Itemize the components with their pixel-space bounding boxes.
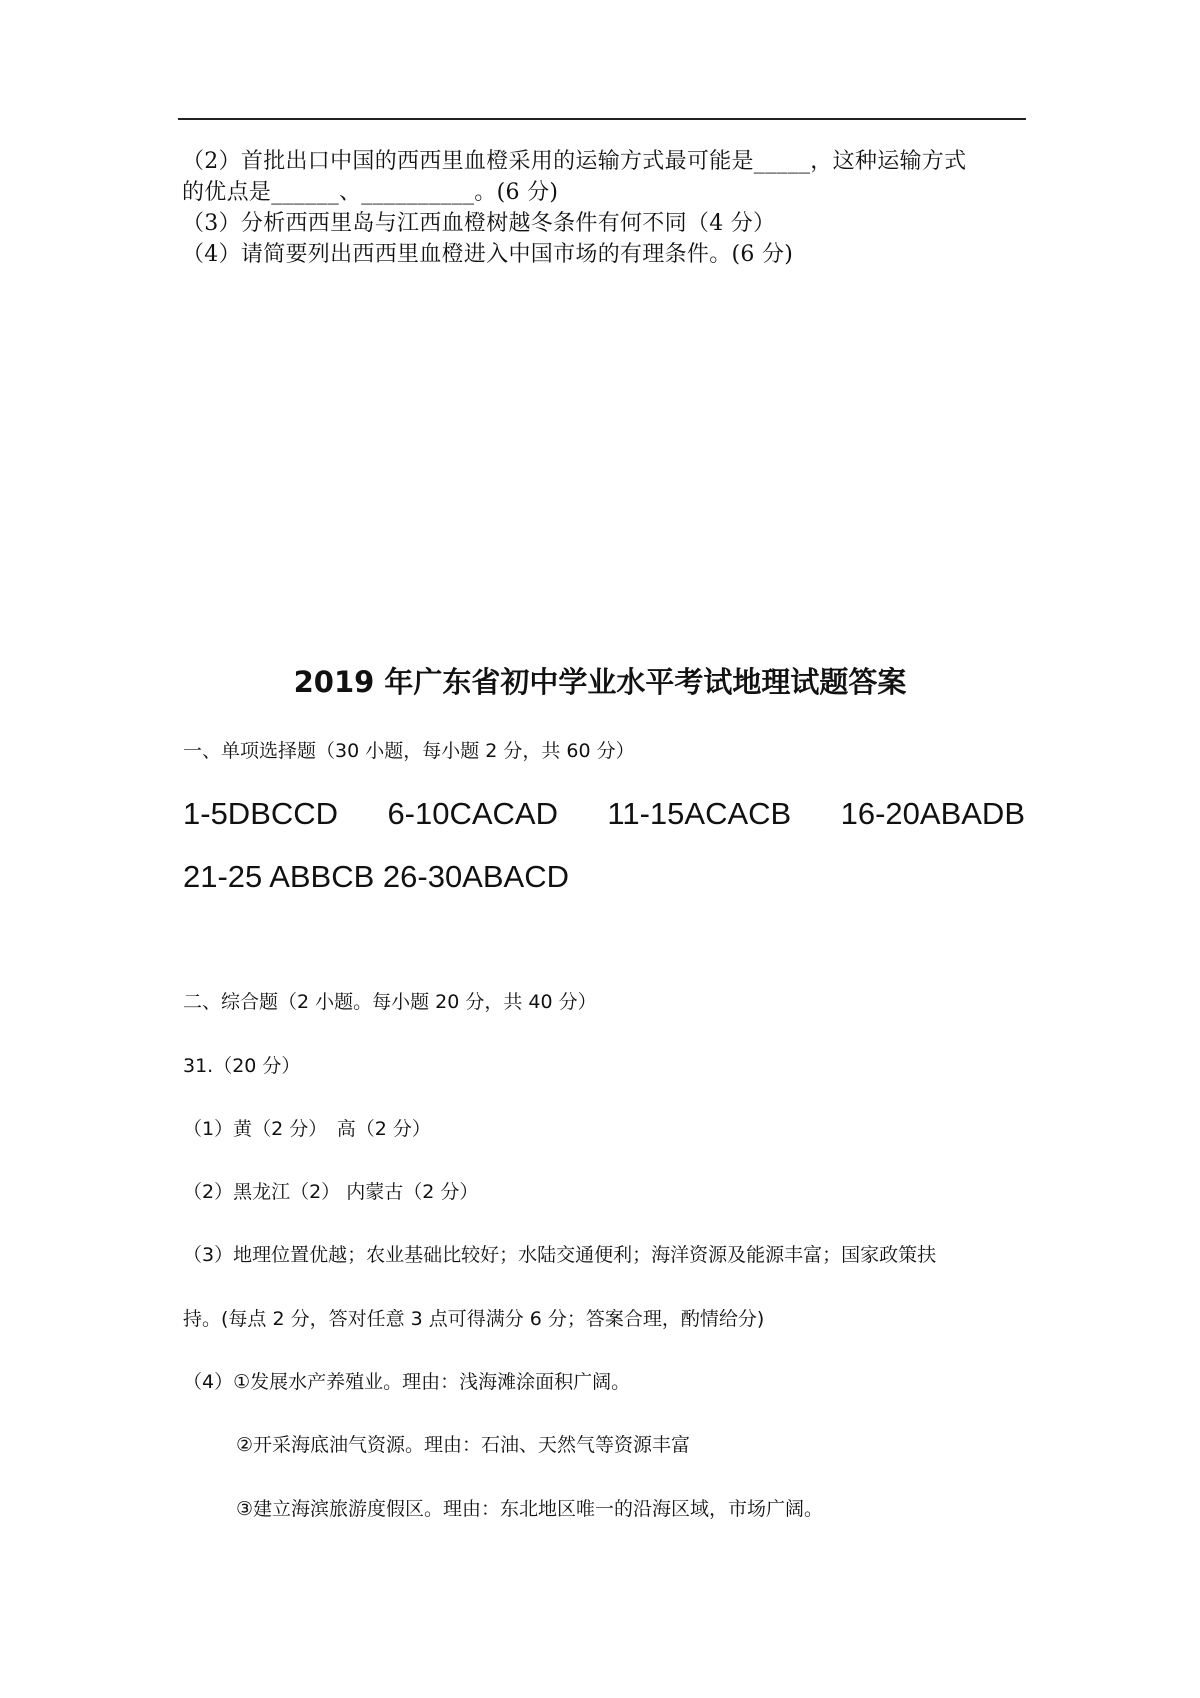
mc-answer-group: 16-20ABADB bbox=[840, 796, 1025, 831]
mc-answers-row-1 bbox=[183, 794, 1025, 834]
answer-31-3-line-2: 持。(每点 2 分，答对任意 3 点可得满分 6 分；答案合理，酌情给分) bbox=[183, 1308, 765, 1330]
question-3: （3）分析西西里岛与江西血橙树越冬条件有何不同（4 分） bbox=[182, 211, 776, 236]
question-4: （4）请简要列出西西里血橙进入中国市场的有理条件。(6 分) bbox=[182, 242, 794, 267]
mc-answer-group: 6-10CACAD bbox=[387, 796, 558, 831]
questions-block bbox=[182, 146, 1028, 270]
mc-answer-group: 1-5DBCCD bbox=[183, 796, 339, 831]
question-2-line-2: 的优点是______、__________。(6 分) bbox=[182, 180, 559, 205]
question-2-line-1: （2）首批出口中国的西西里血橙采用的运输方式最可能是_____，这种运输方式 bbox=[182, 149, 967, 174]
header-rule bbox=[178, 118, 1026, 120]
answer-31-4-item-1: （4）①发展水产养殖业。理由：浅海滩涂面积广阔。 bbox=[183, 1371, 631, 1393]
section-2-heading: 二、综合题（2 小题。每小题 20 分，共 40 分） bbox=[183, 991, 597, 1013]
question-31-heading: 31.（20 分） bbox=[183, 1055, 301, 1077]
answer-31-4-item-2: ②开采海底油气资源。理由：石油、天然气等资源丰富 bbox=[236, 1434, 691, 1456]
mc-answer-group: 11-15ACACB bbox=[607, 796, 792, 831]
answer-key-title: 2019 年广东省初中学业水平考试地理试题答案 bbox=[293, 665, 907, 699]
answer-31-3-line-1: （3）地理位置优越；农业基础比较好；水陆交通便利；海洋资源及能源丰富；国家政策扶 bbox=[183, 1244, 937, 1266]
answer-31-1: （1）黄（2 分） 高（2 分） bbox=[183, 1118, 431, 1140]
section-1-heading: 一、单项选择题（30 小题，每小题 2 分，共 60 分） bbox=[183, 740, 635, 762]
mc-answers-row-2: 21-25 ABBCB 26-30ABACD bbox=[183, 859, 569, 894]
answer-31-2: （2）黑龙江（2） 内蒙古（2 分） bbox=[183, 1181, 479, 1203]
answer-31-4-item-3: ③建立海滨旅游度假区。理由：东北地区唯一的沿海区域，市场广阔。 bbox=[236, 1498, 824, 1520]
